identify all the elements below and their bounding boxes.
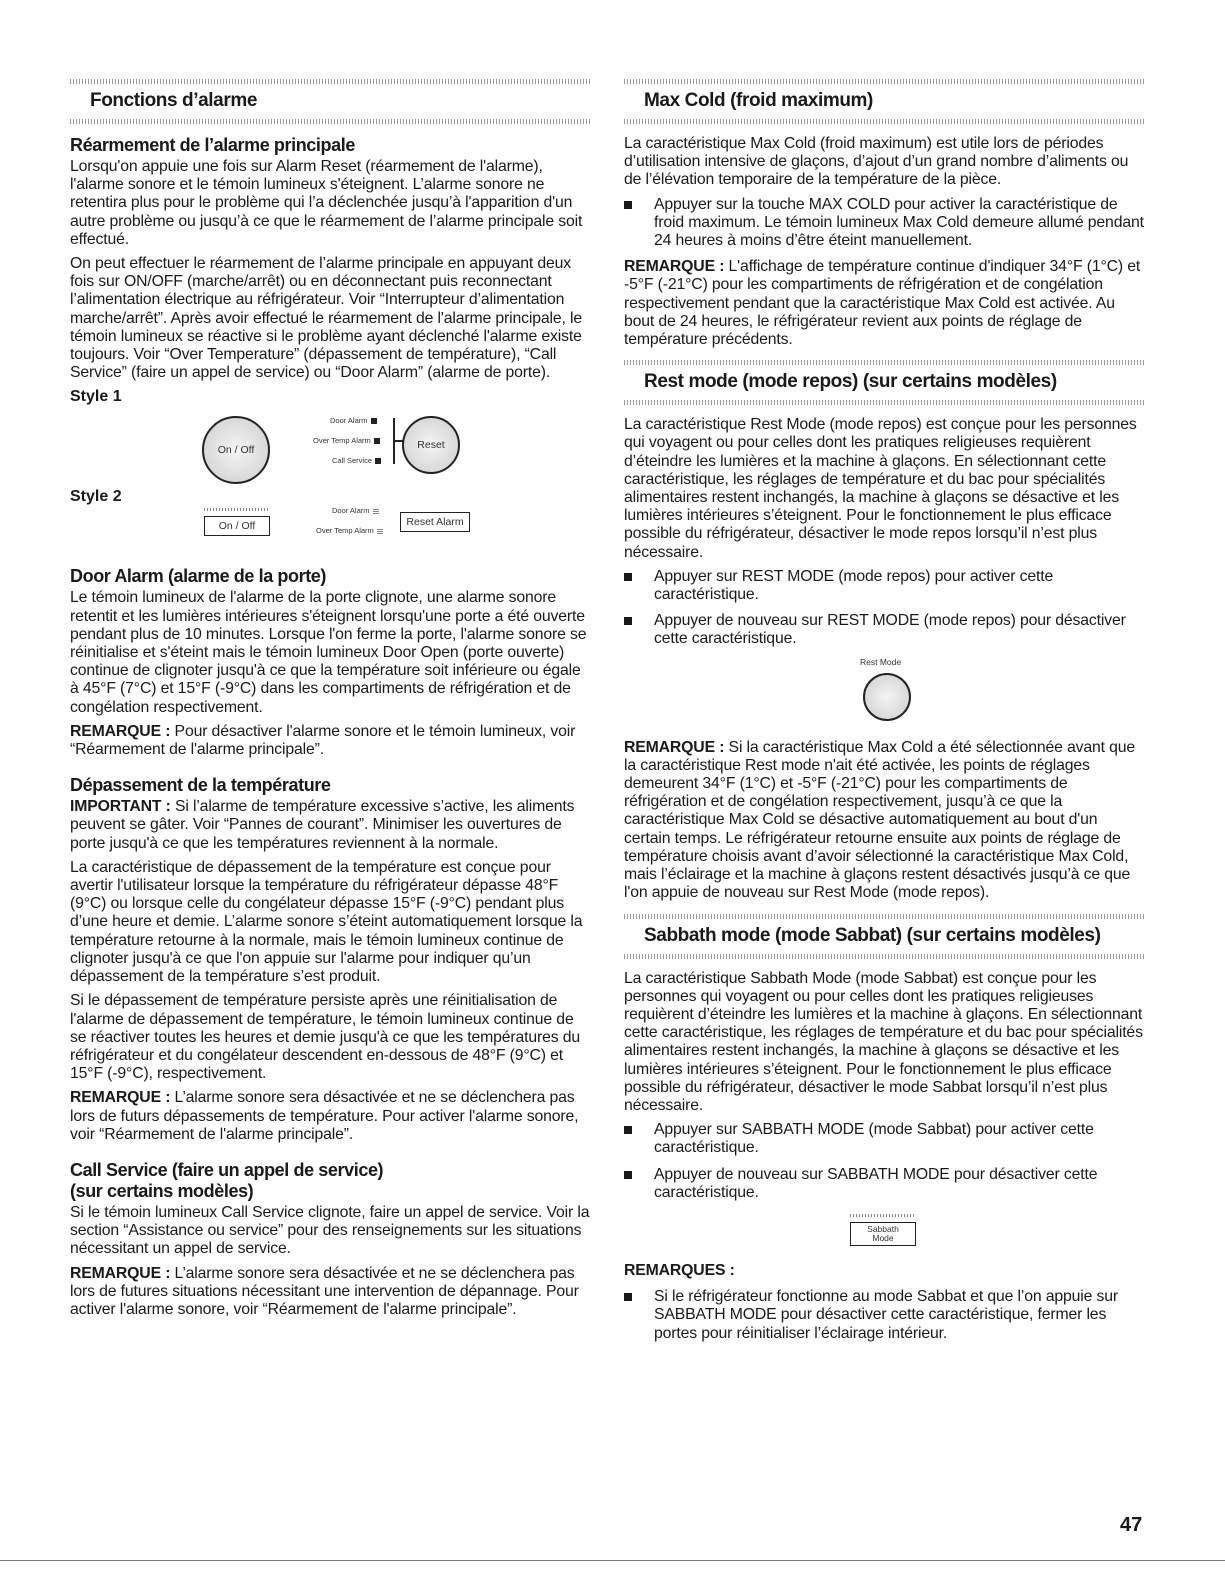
door-alarm-title: Door Alarm (alarme de la porte) bbox=[70, 566, 327, 587]
reset-button[interactable] bbox=[402, 416, 460, 474]
on-off-label: On / Off bbox=[217, 444, 255, 457]
on-off-hatch-icon bbox=[204, 508, 270, 511]
rest-mode-control bbox=[624, 657, 1146, 739]
rest-mode-title: Rest mode (mode repos) (sur certains modèles) bbox=[644, 371, 1057, 393]
over-temp-paragraph-2: La caractéristique de dépassement de la température est conçue pour avertir l'utilisateur lorsque la température du réfrigérateur dépasse 48°F (9°C) ou lorsque celle du congélateur dépasse 15°F (-9°C) pendant plus d’une heure et demie. L’alarme sonore s’éteint automatiquement lorsque la température retourne à la normale, mais le témoin lumineux continue de clignoter jusqu'à ce que l'on appuie sur l'alarme pour indiquer qu’un dépassement de la température s’est produit. bbox=[70, 858, 583, 986]
call-service-title: Call Service (faire un appel de service) (sur certains modèles) bbox=[70, 1159, 384, 1201]
style2-on-off-button[interactable] bbox=[204, 516, 270, 536]
style2-reset-alarm-label: Reset Alarm bbox=[406, 516, 464, 529]
style2-door-alarm-indicator: Door Alarm bbox=[332, 506, 379, 515]
door-alarm-paragraph: Le témoin lumineux de l'alarme de la porte clignote, une alarme sonore retentit et les lumières intérieures s'éteignent lorsqu'une porte a été ouverte pendant plus de 10 minutes. Lorsque l'on ferme la porte, l'alarme sonore se réinitialise et s'éteint mais le témoin lumineux Door Open (porte ouverte) continue de clignoter jusqu'à ce que la température soit inférieure ou égale à 45°F (7°C) et 15°F (-9°C) dans les compartiments de réfrigération et de congélation respectivement. bbox=[70, 589, 587, 716]
reset-paragraph-2: On peut effectuer le réarmement de l’alarme principale en appuyant deux fois sur ON/OFF (marche/arrêt) ou en déconnectant puis reconnectant l’alimentation électrique au réfrigérateur. Voir “Interrupteur d’alimentation marche/arrêt”. Après avoir effectué le réarmement de l'alarme principale, le témoin lumineux se réactive si le problème ayant déclenché l'alarme existe toujours. Voir “Over Temperature” (dépassement de température), “Call Service” (faire un appel de service) ou “Door Alarm” (alarme de porte). bbox=[70, 255, 582, 382]
max-cold-bullets bbox=[624, 196, 1146, 251]
sabbath-bullets bbox=[624, 1121, 1146, 1202]
max-cold-title: Max Cold (froid maximum) bbox=[644, 90, 873, 111]
style2-label: Style 2 bbox=[70, 488, 122, 506]
sabbath-mode-button[interactable] bbox=[850, 1222, 916, 1246]
sabbath-paragraph: La caractéristique Sabbath Mode (mode Sabbat) est conçue pour les personnes qui voyagent ou pour celles dont les pratiques religieuses requièrent d’éteindre les lumières et la machine à glaçons. En sélectionnant cette caractéristique, les réglages de température et du bac pour spécialités alimentaires restent inchangés, la machine à glaçons se désactive et les lumières intérieures s’éteignent. Pour le fonctionnement le plus efficace possible du réfrigérateur, désactiver le mode Sabbat lorsqu’il n’est plus nécessaire. bbox=[624, 969, 1143, 1114]
page-number: 47 bbox=[1120, 1514, 1143, 1536]
sabbath-button-line1: Sabbath bbox=[867, 1223, 899, 1234]
rest-mode-note: REMARQUE : Si la caractéristique Max Cold a été sélectionnée avant que la caractéristique Rest mode n'ait été activée, les points de réglages demeurent 34°F (1°C) et -5°F (-21°C) pour les compartiments de réfrigération et de congélation respectivement, jusqu’à ce que la caractéristique Max Cold se désactive automatiquement au bout d'un certain temps. Le réfrigérateur retourne ensuite aux points de réglage de température choisis avant d’avoir sélectionné la caractéristique Max Cold, mais l’éclairage et la machine à glaçons restent désactivés jusqu’à ce que l'on appuie de nouveau sur Rest Mode (mode repos). bbox=[624, 738, 1136, 902]
list-item: Appuyer sur la touche MAX COLD pour activer la caractéristique de froid maximum. Le témoin lumineux Max Cold demeure allumé pendant 24 heures à moins d’être éteint manuellement. bbox=[624, 196, 1146, 251]
list-item: Appuyer sur SABBATH MODE (mode Sabbat) pour activer cette caractéristique. bbox=[624, 1121, 1146, 1157]
reset-button-label: Reset bbox=[417, 439, 445, 452]
style2-on-off-label: On / Off bbox=[218, 520, 256, 533]
list-item: Si le réfrigérateur fonctionne au mode Sabbat et que l’on appuie sur SABBATH MODE pour désactiver cette caractéristique, fermer les portes pour réinitialiser l’éclairage intérieur. bbox=[624, 1288, 1146, 1343]
rest-mode-header bbox=[624, 355, 1146, 410]
style1-label: Style 1 bbox=[70, 388, 122, 406]
bottom-rule bbox=[0, 1560, 1225, 1561]
door-alarm-indicator: Door Alarm bbox=[330, 416, 377, 425]
rest-mode-button[interactable] bbox=[863, 673, 911, 721]
remarques-list bbox=[624, 1288, 1146, 1343]
max-cold-note: REMARQUE : L'affichage de température continue d'indiquer 34°F (1°C) et -5°F (-21°C) pour les compartiments de réfrigération et de congélation respectivement pendant que la caractéristique Max Cold est activée. Au bout de 24 heures, le réfrigérateur revient aux points de réglage de température précédents. bbox=[624, 258, 1141, 349]
style2-door-alarm-light-icon bbox=[373, 508, 379, 514]
left-column bbox=[70, 74, 592, 1325]
style1-control-panel bbox=[70, 406, 592, 502]
call-service-light-icon bbox=[375, 458, 381, 464]
door-alarm-light-icon bbox=[371, 418, 377, 424]
max-cold-paragraph: La caractéristique Max Cold (froid maximum) est utile lors de périodes d’utilisation intensive de glaçons, d’ajout d’un grand nombre d’aliments ou de l’élévation temporaire de la température de la pièce. bbox=[624, 135, 1129, 189]
over-temp-paragraph-3: Si le dépassement de température persiste après une réinitialisation de l'alarme de dépassement de température, le témoin lumineux continue de se réactiver toutes les heures et demie jusqu'à ce que les températures du réfrigérateur et du congélateur descendent en-dessous de 48°F (9°C) et 15°F (-9°C), respectivement. bbox=[70, 992, 580, 1083]
call-service-indicator: Call Service bbox=[332, 456, 381, 465]
over-temp-title: Dépassement de la température bbox=[70, 775, 331, 796]
over-temp-light-icon bbox=[374, 438, 380, 444]
door-alarm-note: REMARQUE : Pour désactiver l'alarme sonore et le témoin lumineux, voir “Réarmement de l'alarme principale”. bbox=[70, 722, 576, 759]
sabbath-title: Sabbath mode (mode Sabbat) (sur certains modèles) bbox=[644, 924, 1101, 946]
rest-mode-button-label: Rest Mode bbox=[860, 656, 902, 667]
sabbath-button-line2: Mode bbox=[872, 1232, 894, 1243]
on-off-button[interactable] bbox=[202, 416, 270, 484]
sabbath-header bbox=[624, 909, 1146, 964]
max-cold-header bbox=[624, 74, 1146, 129]
over-temp-note: REMARQUE : L’alarme sonore sera désactivée et ne se déclenchera pas lors de futurs dépassements de température. Pour activer l'alarme sonore, voir “Réarmement de l'alarme principale”. bbox=[70, 1089, 579, 1143]
reset-paragraph-1: Lorsqu'on appuie une fois sur Alarm Reset (réarmement de l'alarme), l'alarme sonore et le témoin lumineux s'éteignent. L’alarme sonore ne retentira plus pour le problème qui l’a déclenchée jusqu’à l'apparition d'un autre problème ou jusqu’à ce que le réarmement de l’alarme principale soit effectué. bbox=[70, 158, 583, 248]
list-item: Appuyer de nouveau sur REST MODE (mode repos) pour désactiver cette caractéristique. bbox=[624, 612, 1146, 648]
style2-over-temp-light-icon bbox=[377, 528, 383, 534]
style2-control-panel bbox=[70, 506, 592, 566]
sabbath-control bbox=[624, 1210, 1146, 1262]
style2-reset-alarm-button[interactable] bbox=[400, 512, 470, 532]
over-temp-important: IMPORTANT : Si l’alarme de température excessive s’active, les aliments peuvent se gâter. Voir “Pannes de courant”. Minimiser les ouvertures de porte jusqu'à ce que les températures reviennent à la normale. bbox=[70, 798, 575, 852]
remarques-label: REMARQUES : bbox=[624, 1261, 735, 1279]
reset-title: Réarmement de l’alarme principale bbox=[70, 135, 355, 155]
over-temp-indicator: Over Temp Alarm bbox=[313, 436, 380, 445]
rest-mode-bullets bbox=[624, 568, 1146, 649]
style2-over-temp-indicator: Over Temp Alarm bbox=[316, 526, 383, 535]
call-service-note: REMARQUE : L’alarme sonore sera désactivée et ne se déclenchera pas lors de futures situations nécessitant une intervention de dépannage. Pour activer l'alarme sonore, voir “Réarmement de l'alarme principale”. bbox=[70, 1264, 579, 1318]
rest-mode-paragraph: La caractéristique Rest Mode (mode repos) est conçue pour les personnes qui voyagent ou pour celles dont les pratiques religieuses requièrent d’éteindre les lumières et la machine à glaçons. En sélectionnant cette caractéristique, les réglages de température et du bac pour spécialités alimentaires restent inchangés, la machine à glaçons se désactive et les lumières intérieures s’éteignent. Pour le fonctionnement le plus efficace possible du réfrigérateur, désactiver le mode repos lorsqu’il n’est plus nécessaire. bbox=[624, 416, 1137, 561]
alarm-section-header bbox=[70, 74, 592, 129]
sabbath-hatch-icon bbox=[850, 1214, 916, 1217]
call-service-paragraph: Si le témoin lumineux Call Service clignote, faire un appel de service. Voir la section “Assistance ou service” pour des renseignements sur les situations nécessitant un appel de service. bbox=[70, 1203, 590, 1258]
list-item: Appuyer de nouveau sur SABBATH MODE pour désactiver cette caractéristique. bbox=[624, 1166, 1146, 1202]
right-column bbox=[624, 74, 1146, 1351]
list-item: Appuyer sur REST MODE (mode repos) pour activer cette caractéristique. bbox=[624, 568, 1146, 604]
alarm-section-title: Fonctions d’alarme bbox=[90, 90, 258, 111]
